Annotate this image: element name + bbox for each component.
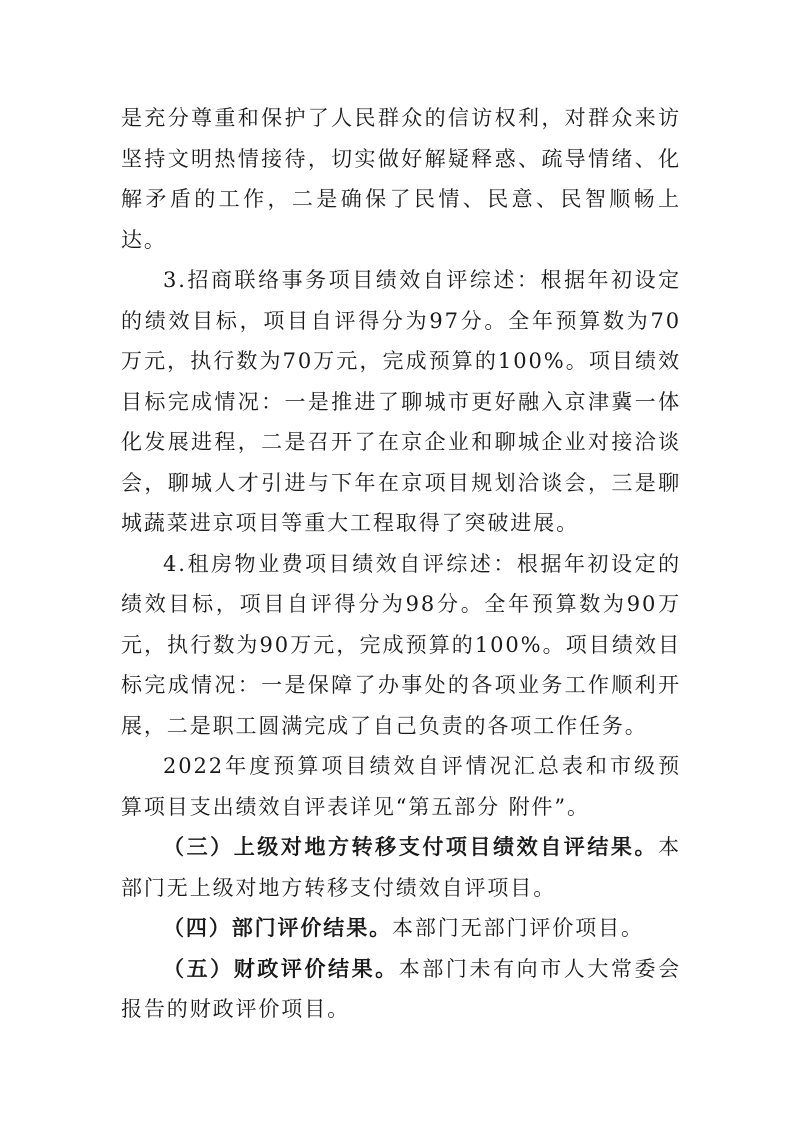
paragraph-text: 本部门无部门评价项目。 (392, 916, 644, 940)
paragraph-p7 (121, 949, 681, 1030)
paragraph-text: 3.招商联络事务项目绩效自评综述：根据年初设定的绩效目标，项目自评得分为97分。全年预算数为70万元，执行数为70万元，完成预算的100%。项目绩效目标完成情况：一是推进了聊城市更好融入京津冀一体化发展进程，二是召开了在京企业和聊城企业对接洽谈会，聊城人才引进与下年在京项目规划洽谈会，三是聊城蔬菜进京项目等重大工程取得了突破进展。 (121, 268, 681, 535)
paragraph-p2 (121, 260, 681, 544)
paragraph-text: 本部门无上级对地方转移支付绩效自评项目。 (121, 835, 681, 900)
section-heading: （四）部门评价结果。 (163, 916, 392, 940)
paragraph-p3 (121, 544, 681, 747)
section-heading: （五）财政评价结果。 (163, 956, 399, 981)
paragraph-p4 (121, 746, 681, 827)
paragraph-p1 (121, 98, 681, 260)
paragraph-text: 4.租房物业费项目绩效自评综述：根据年初设定的绩效目标，项目自评得分为98分。全年预算数为90万元，执行数为90万元，完成预算的100%。项目绩效目标完成情况：一是保障了办事处的各项业务工作顺利开展，二是职工圆满完成了自己负责的各项工作任务。 (121, 551, 681, 738)
body-text (121, 98, 681, 1030)
paragraph-text: 本部门未有向市人大常委会报告的财政评价项目。 (121, 956, 681, 1021)
paragraph-text: 2022年度预算项目绩效自评情况汇总表和市级预算项目支出绩效自评表详见“第五部分 附件”。 (121, 754, 681, 819)
paragraph-text: 是充分尊重和保护了人民群众的信访权利，对群众来访坚持文明热情接待，切实做好解疑释惑、疏导情绪、化解矛盾的工作，二是确保了民情、民意、民智顺畅上达。 (121, 106, 681, 252)
paragraph-p6 (121, 908, 681, 949)
paragraph-p5 (121, 827, 681, 908)
section-heading: （三）上级对地方转移支付项目绩效自评结果。 (163, 835, 659, 859)
